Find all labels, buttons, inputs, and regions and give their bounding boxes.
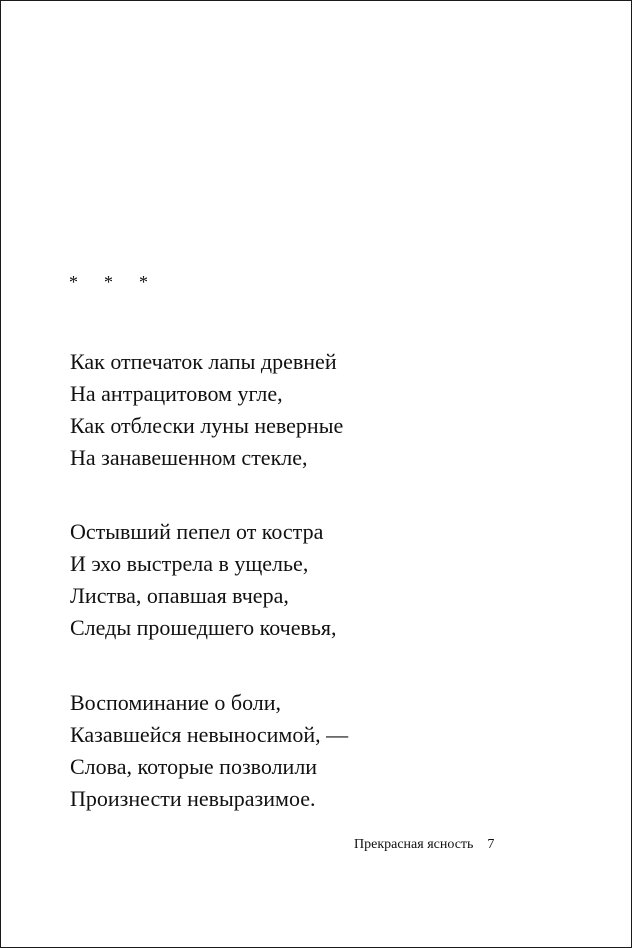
poem-stanza-1: [70, 346, 343, 474]
poem-line: Как отблески луны неверные: [70, 413, 344, 438]
poem-stanza-2: [70, 516, 337, 644]
poem-line: Листва, опавшая вчера,: [70, 583, 289, 608]
poem-line: Следы прошедшего кочевья,: [70, 615, 337, 640]
poem-line: На занавешенном стекле,: [70, 445, 308, 470]
page-footer: [354, 837, 494, 853]
asterisk: *: [104, 272, 113, 292]
running-title: Прекрасная ясность: [354, 837, 474, 852]
poem-line: И эхо выстрела в ущелье,: [70, 551, 309, 576]
asterisk: *: [139, 272, 148, 292]
poem-line: Как отпечаток лапы древней: [70, 349, 337, 374]
poem-line: Произнести невыразимое.: [70, 786, 316, 811]
poem-stanza-3: [70, 687, 348, 815]
page-number: 7: [487, 837, 495, 852]
poem-line: Воспоминание о боли,: [70, 690, 282, 715]
poem-line: Казавшейся невыносимой, —: [70, 722, 349, 747]
section-divider-asterisks: [69, 273, 174, 291]
poem-line: Слова, которые позволили: [70, 754, 318, 779]
poem-line: На антрацитовом угле,: [70, 381, 283, 406]
poem-line: Остывший пепел от костра: [70, 519, 324, 544]
asterisk: *: [69, 272, 78, 292]
